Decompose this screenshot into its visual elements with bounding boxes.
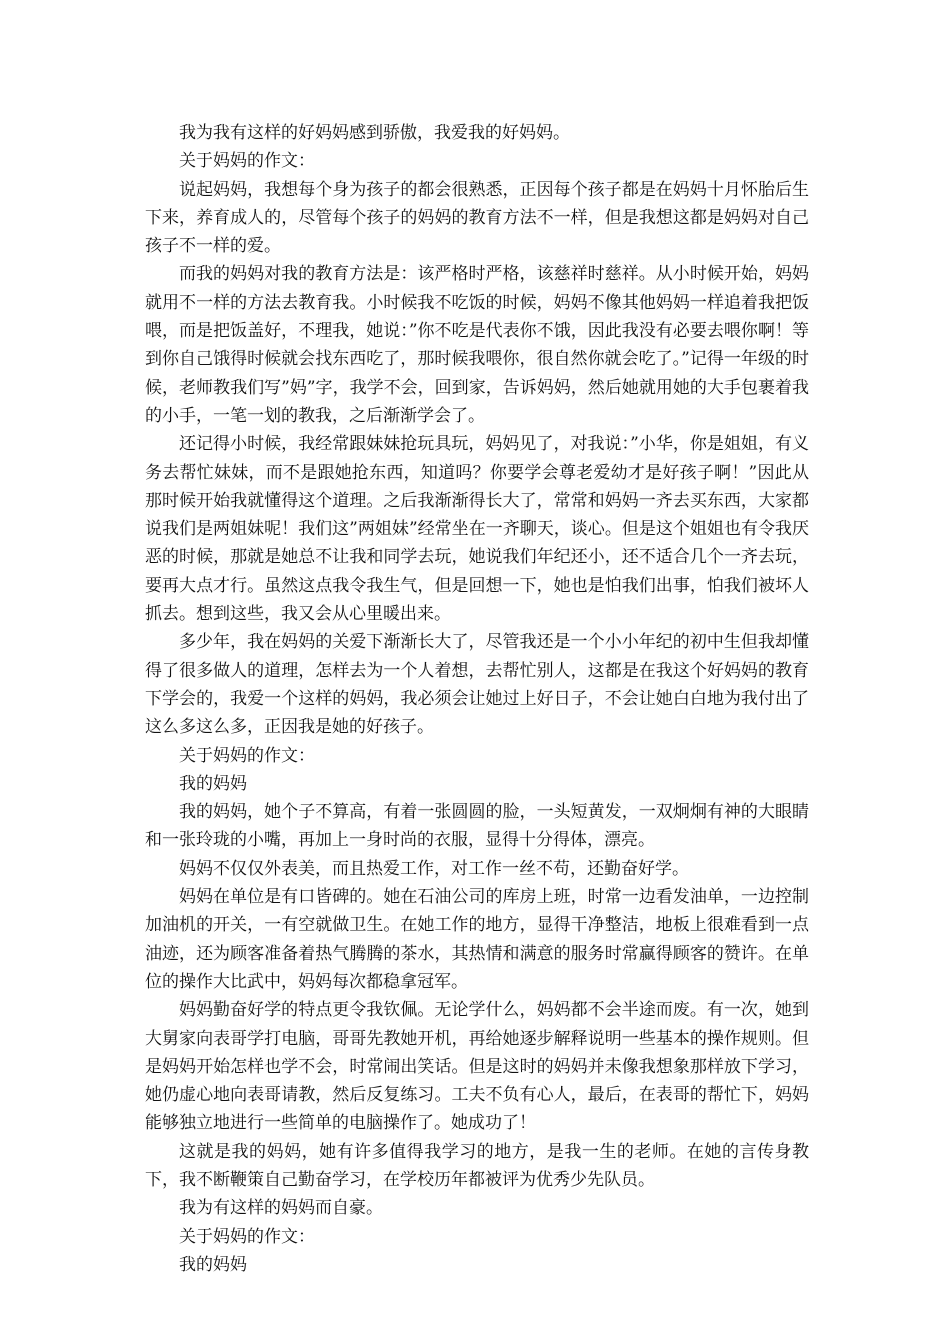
essay-title: 我的妈妈: [179, 1254, 247, 1275]
paragraph-learning-computer: 妈妈勤奋好学的特点更令我钦佩。无论学什么，妈妈都不会半途而废。有一次，她到大舅家向表哥学打电脑，哥哥先教她开机，再给她逐步解释说明一些基本的操作规则。但是妈妈开始怎样也学不会，时常闹出笑话。但是这时的妈妈并未像我想象那样放下学习，她仍虚心地向表哥请教，然后反复练习。工夫不负有心人，最后，在表哥的帮忙下，妈妈能够独立地进行一些简单的电脑操作了。她成功了！: [145, 1000, 809, 1134]
paragraph-childhood-memory: 还记得小时候，我经常跟妹妹抢玩具玩，妈妈见了，对我说：”小华，你是姐姐，有义务去帮忙妹妹，而不是跟她抢东西，知道吗？你要学会尊老爱幼才是好孩子啊！”因此从那时候开始我就懂得这个道理。之后我渐渐得长大了，常常和妈妈一齐去买东西，大家都说我们是两姐妹呢！我们这”两姐妹”经常坐在一齐聊天，谈心。但是这个姐姐也有令我厌恶的时候，那就是她总不让我和同学去玩，她说我们年纪还小，还不适合几个一齐去玩，要再大点才行。虽然这点我令我生气，但是回想一下，她也是怕我们出事，怕我们被坏人抓去。想到这些，我又会从心里暖出来。: [145, 434, 809, 625]
paragraph-education-method: 而我的妈妈对我的教育方法是：该严格时严格，该慈祥时慈祥。从小时候开始，妈妈就用不一样的方法去教育我。小时候我不吃饭的时候，妈妈不像其他妈妈一样追着我把饭喂，而是把饭盖好，不理我，她说：”你不吃是代表你不饿，因此我没有必要去喂你啊！等到你自己饿得时候就会找东西吃了，那时候我喂你，很自然你就会吃了。”记得一年级的时候，老师教我们写”妈”字，我学不会，回到家，告诉妈妈，然后她就用她的大手包裹着我的小手，一笔一划的教我，之后渐渐学会了。: [145, 264, 809, 426]
paragraph-role-model: 这就是我的妈妈，她有许多值得我学习的地方，是我一生的老师。在她的言传身教下，我不断鞭策自己勤奋学习，在学校历年都被评为优秀少先队员。: [145, 1141, 809, 1190]
paragraph-growing-up: 多少年，我在妈妈的关爱下渐渐长大了，尽管我还是一个小小年纪的初中生但我却懂得了很多做人的道理，怎样去为一个人着想，去帮忙别人，这都是在我这个好妈妈的教育下学会的，我爱一个这样的妈妈，我必须会让她过上好日子，不会让她白白地为我付出了这么多这么多，正因我是她的好孩子。: [145, 632, 809, 738]
paragraph-proud: 我为有这样的妈妈而自豪。: [179, 1198, 383, 1219]
paragraph-intro: 说起妈妈，我想每个身为孩子的都会很熟悉，正因每个孩子都是在妈妈十月怀胎后生下来，养育成人的，尽管每个孩子的妈妈的教育方法不一样，但是我想这都是妈妈对自己孩子不一样的爱。: [145, 179, 809, 257]
section-heading: 关于妈妈的作文：: [179, 1226, 315, 1247]
section-heading: 关于妈妈的作文：: [179, 151, 315, 172]
essay-title: 我的妈妈: [179, 773, 247, 794]
paragraph-workplace: 妈妈在单位是有口皆碑的。她在石油公司的库房上班，时常一边看发油单，一边控制加油机的开关，一有空就做卫生。在她工作的地方，显得干净整洁，地板上很难看到一点油迹，还为顾客准备着热气腾腾的茶水，其热情和满意的服务时常赢得顾客的赞许。在单位的操作大比武中，妈妈每次都稳拿冠军。: [145, 887, 809, 992]
paragraph-appearance: 我的妈妈，她个子不算高，有着一张圆圆的脸，一头短黄发，一双炯炯有神的大眼睛和一张玲珑的小嘴，再加上一身时尚的衣服，显得十分得体，漂亮。: [145, 802, 809, 851]
paragraph-work-attitude: 妈妈不仅仅外表美，而且热爱工作，对工作一丝不苟，还勤奋好学。: [179, 858, 689, 879]
document-body: [145, 119, 809, 1279]
paragraph-pride-statement: 我为我有这样的好妈妈感到骄傲，我爱我的好妈妈。: [179, 123, 570, 143]
section-heading: 关于妈妈的作文：: [179, 745, 315, 766]
